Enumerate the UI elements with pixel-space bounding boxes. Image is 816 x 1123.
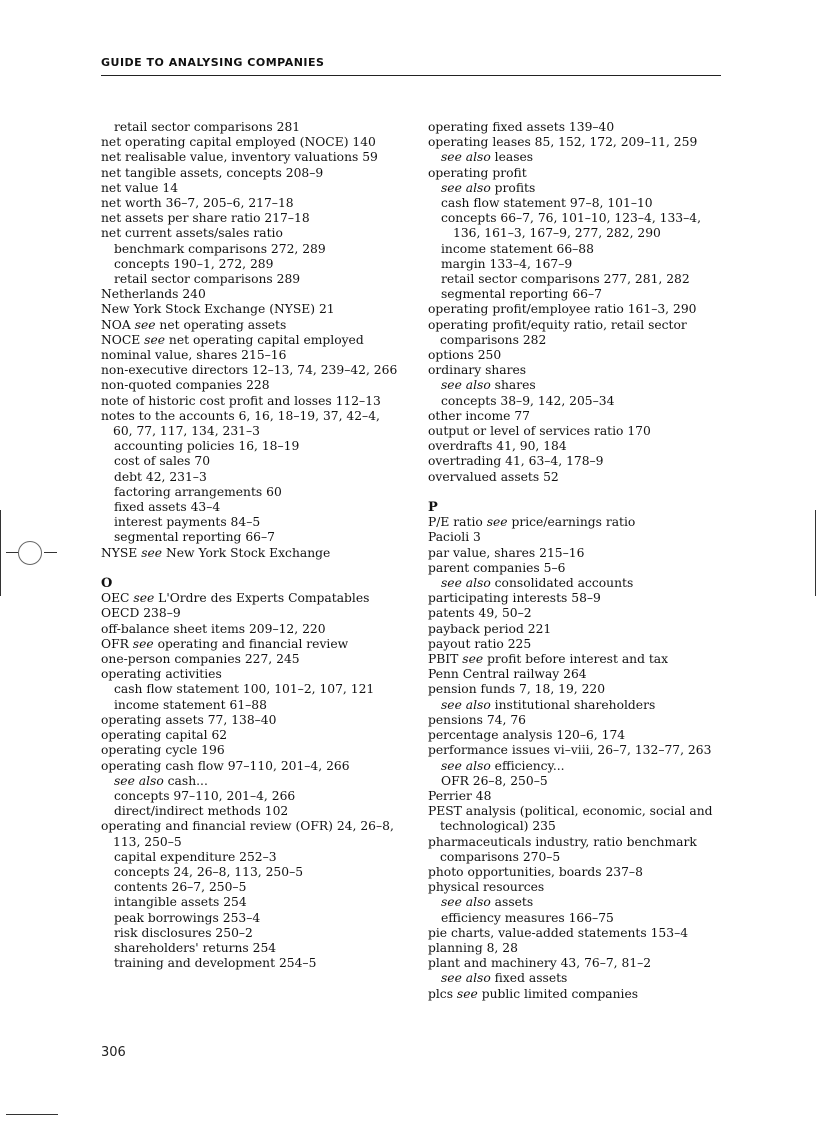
index-subentry (101, 257, 401, 272)
entry-text: payback period 221 (428, 621, 552, 636)
index-entry (101, 394, 401, 409)
entry-text: concepts 38–9, 142, 205–34 (441, 393, 615, 408)
entry-text: income statement 61–88 (114, 697, 267, 712)
entry-text: options 250 (428, 348, 502, 363)
entry-text: interest payments 84–5 (114, 515, 261, 530)
index-entry (101, 333, 401, 348)
index-subentry (428, 698, 728, 713)
cross-reference-target: New York Stock Exchange (162, 545, 331, 560)
index-entry (101, 196, 401, 211)
index-entry (101, 819, 401, 849)
entry-text: operating profit/employee ratio 161–3, 290 (428, 302, 697, 317)
index-entry (101, 287, 401, 302)
entry-text: segmental reporting 66–7 (114, 530, 275, 545)
entry-text: concepts 24, 26–8, 113, 250–5 (114, 864, 304, 879)
index-subentry (428, 150, 728, 165)
entry-text: photo opportunities, boards 237–8 (428, 864, 643, 879)
cross-reference-target: shares (490, 378, 536, 393)
index-entry (101, 622, 401, 637)
entry-text: OFR 26–8, 250–5 (441, 773, 548, 788)
index-entry (428, 348, 728, 363)
entry-text: planning 8, 28 (428, 940, 518, 955)
entry-text: operating and financial review (OFR) 24, 26–8, 113, 250–5 (101, 819, 394, 849)
index-entry (101, 150, 401, 165)
entry-text: net operating capital employed (NOCE) 140 (101, 135, 376, 150)
index-entry (428, 880, 728, 895)
cross-reference-target: net operating assets (155, 317, 287, 332)
entry-text: New York Stock Exchange (NYSE) 21 (101, 302, 335, 317)
entry-text: operating capital 62 (101, 728, 228, 743)
index-entry (428, 637, 728, 652)
entry-text: pensions 74, 76 (428, 712, 526, 727)
entry-text: margin 133–4, 167–9 (441, 256, 573, 271)
entry-text: operating cash flow 97–110, 201–4, 266 (101, 758, 350, 773)
index-entry (428, 987, 728, 1002)
entry-text: operating activities (101, 667, 222, 682)
cross-reference-target: fixed assets (490, 971, 568, 986)
entry-text: par value, shares 215–16 (428, 545, 585, 560)
index-entry (428, 622, 728, 637)
index-subentry (428, 576, 728, 591)
entry-text: plant and machinery 43, 76–7, 81–2 (428, 956, 652, 971)
index-subentry (101, 804, 401, 819)
entry-text: net current assets/sales ratio (101, 226, 283, 241)
index-subentry (428, 257, 728, 272)
index-subentry (101, 682, 401, 697)
entry-text: non-quoted companies 228 (101, 378, 270, 393)
index-entry (428, 941, 728, 956)
entry-text: physical resources (428, 880, 545, 895)
index-entry (101, 135, 401, 150)
index-letter-heading: P (428, 500, 438, 516)
entry-text: concepts 190–1, 272, 289 (114, 256, 274, 271)
entry-text: OECD 238–9 (101, 606, 181, 621)
registration-circle (18, 541, 42, 565)
index-entry (428, 470, 728, 485)
cross-reference-target: cash... (163, 773, 208, 788)
entry-text: intangible assets 254 (114, 895, 247, 910)
index-entry (428, 318, 728, 348)
index-subentry (101, 242, 401, 257)
index-entry (428, 409, 728, 424)
cross-reference-target: efficiency... (490, 758, 565, 773)
index-subentry (101, 485, 401, 500)
index-entry (101, 743, 401, 758)
index-entry (428, 804, 728, 834)
entry-text: retail sector comparisons 289 (114, 272, 301, 287)
entry-text: net assets per share ratio 217–18 (101, 211, 310, 226)
index-entry (101, 409, 401, 439)
entry-text: OFR (101, 636, 133, 651)
cross-reference-label: see (141, 545, 163, 560)
index-subentry (101, 530, 401, 545)
entry-text: retail sector comparisons 277, 281, 282 (441, 272, 690, 287)
index-entry (428, 546, 728, 561)
index-entry (428, 667, 728, 682)
index-subentry (428, 911, 728, 926)
entry-text: segmental reporting 66–7 (441, 287, 602, 302)
index-entry (428, 956, 728, 971)
page-number: 306 (101, 1045, 126, 1060)
cross-reference-label: see (133, 591, 155, 606)
entry-text: direct/indirect methods 102 (114, 804, 289, 819)
index-subentry (428, 394, 728, 409)
entry-text: operating fixed assets 139–40 (428, 120, 615, 134)
entry-text: parent companies 5–6 (428, 560, 566, 575)
index-entry (101, 363, 401, 378)
entry-text: contents 26–7, 250–5 (114, 880, 247, 895)
entry-text: factoring arrangements 60 (114, 484, 282, 499)
cross-reference-label: see also (114, 773, 164, 788)
index-entry (101, 759, 401, 774)
entry-text: Pacioli 3 (428, 530, 481, 545)
index-entry (101, 546, 401, 561)
cross-reference-label: see (462, 652, 484, 667)
index-entry (428, 302, 728, 317)
entry-text: non-executive directors 12–13, 74, 239–42, 266 (101, 363, 398, 378)
cross-reference-label: see (486, 515, 508, 530)
entry-text: output or level of services ratio 170 (428, 424, 651, 439)
entry-text: net worth 36–7, 205–6, 217–18 (101, 196, 294, 211)
entry-text: income statement 66–88 (441, 241, 594, 256)
index-subentry (428, 272, 728, 287)
entry-text: pharmaceuticals industry, ratio benchmark comparisons 270–5 (428, 834, 697, 864)
entry-text: one-person companies 227, 245 (101, 652, 300, 667)
index-entry (428, 166, 728, 181)
index-entry (428, 591, 728, 606)
index-entry (428, 515, 728, 530)
cross-reference-label: see also (441, 180, 491, 195)
entry-text: training and development 254–5 (114, 956, 317, 971)
index-subentry (101, 500, 401, 515)
index-letter-heading: O (101, 576, 113, 592)
entry-text: operating profit/equity ratio, retail sector comparisons 282 (428, 317, 687, 347)
cross-reference-label: see also (441, 150, 491, 165)
index-entry (428, 865, 728, 880)
index-entry (101, 713, 401, 728)
entry-text: overdrafts 41, 90, 184 (428, 439, 567, 454)
entry-text: nominal value, shares 215–16 (101, 348, 287, 363)
entry-text: PBIT (428, 652, 463, 667)
index-subentry (101, 850, 401, 865)
index-entry (428, 530, 728, 545)
index-subentry (101, 941, 401, 956)
cross-reference-target: net operating capital employed (165, 332, 364, 347)
index-entry (101, 302, 401, 317)
index-column-right (428, 120, 728, 1002)
entry-text: cost of sales 70 (114, 454, 211, 469)
index-entry (101, 348, 401, 363)
index-subentry (101, 911, 401, 926)
index-entry (101, 667, 401, 682)
cross-reference-target: operating and financial review (153, 636, 349, 651)
index-subentry (428, 378, 728, 393)
entry-text: NYSE (101, 545, 142, 560)
index-entry (101, 378, 401, 393)
entry-text: Perrier 48 (428, 788, 492, 803)
entry-text: off-balance sheet items 209–12, 220 (101, 621, 326, 636)
entry-text: debt 42, 231–3 (114, 469, 207, 484)
index-entry (428, 363, 728, 378)
index-subentry (101, 120, 401, 135)
entry-text: NOA (101, 317, 135, 332)
cross-reference-target: public limited companies (477, 986, 639, 1001)
index-entry (428, 926, 728, 941)
index-subentry (428, 242, 728, 257)
entry-text: cash flow statement 97–8, 101–10 (441, 196, 653, 211)
index-entry (428, 424, 728, 439)
entry-text: OEC (101, 591, 134, 606)
entry-text: capital expenditure 252–3 (114, 849, 277, 864)
entry-text: NOCE (101, 332, 145, 347)
index-subentry (428, 196, 728, 211)
index-subentry (101, 515, 401, 530)
index-entry (428, 606, 728, 621)
index-entry (428, 728, 728, 743)
entry-text: net value 14 (101, 180, 179, 195)
entry-text: participating interests 58–9 (428, 591, 601, 606)
index-entry (101, 637, 401, 652)
entry-text: benchmark comparisons 272, 289 (114, 241, 326, 256)
running-header: GUIDE TO ANALYSING COMPANIES (101, 56, 325, 69)
entry-text: operating profit (428, 165, 527, 180)
index-subentry (428, 211, 728, 241)
entry-text: PEST analysis (political, economic, social and technological) 235 (428, 804, 713, 834)
cross-reference-target: assets (490, 895, 534, 910)
index-subentry (101, 880, 401, 895)
index-subentry (101, 272, 401, 287)
index-entry (428, 120, 728, 135)
entry-text: performance issues vi–viii, 26–7, 132–77, 263 (428, 743, 712, 758)
cross-reference-target: L'Ordre des Experts Compatables (154, 591, 370, 606)
entry-text: Netherlands 240 (101, 287, 206, 302)
entry-text: concepts 97–110, 201–4, 266 (114, 788, 296, 803)
index-subentry (101, 895, 401, 910)
entry-text: peak borrowings 253–4 (114, 910, 261, 925)
cross-reference-target: price/earnings ratio (507, 515, 636, 530)
cross-reference-target: profits (490, 180, 536, 195)
index-subentry (428, 181, 728, 196)
cross-reference-label: see also (441, 895, 491, 910)
cross-reference-label: see (144, 332, 166, 347)
entry-text: operating cycle 196 (101, 743, 225, 758)
entry-text: cash flow statement 100, 101–2, 107, 121 (114, 682, 375, 697)
index-subentry (428, 287, 728, 302)
entry-text: pie charts, value-added statements 153–4 (428, 925, 689, 940)
registration-tick-right (44, 552, 57, 553)
cross-reference-label: see also (441, 971, 491, 986)
entry-text: concepts 66–7, 76, 101–10, 123–4, 133–4, 136, 161–3, 167–9, 277, 282, 290 (441, 211, 702, 241)
cross-reference-label: see also (441, 378, 491, 393)
cross-reference-label: see (132, 636, 154, 651)
index-entry (428, 439, 728, 454)
index-subentry (101, 774, 401, 789)
index-entry (101, 166, 401, 181)
cross-reference-label: see also (441, 758, 491, 773)
entry-text: P/E ratio (428, 515, 487, 530)
entry-text: fixed assets 43–4 (114, 500, 221, 515)
index-entry (101, 591, 401, 606)
header-rule (101, 75, 721, 76)
entry-text: overvalued assets 52 (428, 469, 559, 484)
index-subentry (428, 971, 728, 986)
index-subentry (428, 774, 728, 789)
index-entry (101, 226, 401, 241)
index-entry (428, 835, 728, 865)
entry-text: net tangible assets, concepts 208–9 (101, 165, 324, 180)
entry-text: plcs (428, 986, 457, 1001)
index-subentry (101, 956, 401, 971)
entry-text: efficiency measures 166–75 (441, 910, 614, 925)
index-entry (428, 713, 728, 728)
entry-text: note of historic cost profit and losses 112–13 (101, 393, 381, 408)
index-entry (428, 743, 728, 758)
index-subentry (101, 698, 401, 713)
entry-text: overtrading 41, 63–4, 178–9 (428, 454, 604, 469)
entry-text: percentage analysis 120–6, 174 (428, 728, 626, 743)
index-entry (101, 728, 401, 743)
index-subentry (101, 470, 401, 485)
entry-text: shareholders' returns 254 (114, 940, 277, 955)
entry-text: payout ratio 225 (428, 636, 532, 651)
cross-reference-label: see (456, 986, 478, 1001)
entry-text: net realisable value, inventory valuations 59 (101, 150, 378, 165)
index-entry (428, 135, 728, 150)
index-subentry (101, 789, 401, 804)
index-entry (101, 606, 401, 621)
index-subentry (101, 865, 401, 880)
entry-text: notes to the accounts 6, 16, 18–19, 37, 42–4, 60, 77, 117, 134, 231–3 (101, 408, 380, 439)
entry-text: patents 49, 50–2 (428, 606, 532, 621)
index-entry (428, 561, 728, 576)
index-entry (428, 454, 728, 469)
index-subentry (101, 926, 401, 941)
cross-reference-target: consolidated accounts (490, 576, 634, 591)
entry-text: retail sector comparisons 281 (114, 120, 301, 134)
entry-text: other income 77 (428, 408, 530, 423)
cross-reference-target: leases (490, 150, 534, 165)
cross-reference-label: see also (441, 576, 491, 591)
index-entry (101, 318, 401, 333)
entry-text: ordinary shares (428, 363, 527, 378)
index-entry (428, 652, 728, 667)
index-entry (101, 211, 401, 226)
entry-text: Penn Central railway 264 (428, 667, 587, 682)
entry-text: accounting policies 16, 18–19 (114, 439, 300, 454)
index-entry (428, 682, 728, 697)
crop-mark-bottom (6, 1114, 58, 1115)
cross-reference-target: institutional shareholders (490, 697, 656, 712)
registration-tick-left (6, 552, 18, 553)
entry-text: operating assets 77, 138–40 (101, 712, 277, 727)
entry-text: operating leases 85, 152, 172, 209–11, 259 (428, 135, 698, 150)
index-subentry (428, 759, 728, 774)
index-subentry (101, 454, 401, 469)
cross-reference-label: see also (441, 697, 491, 712)
index-entry (101, 652, 401, 667)
index-subentry (428, 895, 728, 910)
index-column-left (101, 120, 401, 971)
cross-reference-target: profit before interest and tax (483, 652, 669, 667)
index-entry (101, 181, 401, 196)
crop-mark-left (0, 510, 1, 596)
entry-text: pension funds 7, 18, 19, 220 (428, 682, 606, 697)
entry-text: risk disclosures 250–2 (114, 925, 253, 940)
index-entry (428, 789, 728, 804)
index-subentry (101, 439, 401, 454)
cross-reference-label: see (134, 317, 156, 332)
